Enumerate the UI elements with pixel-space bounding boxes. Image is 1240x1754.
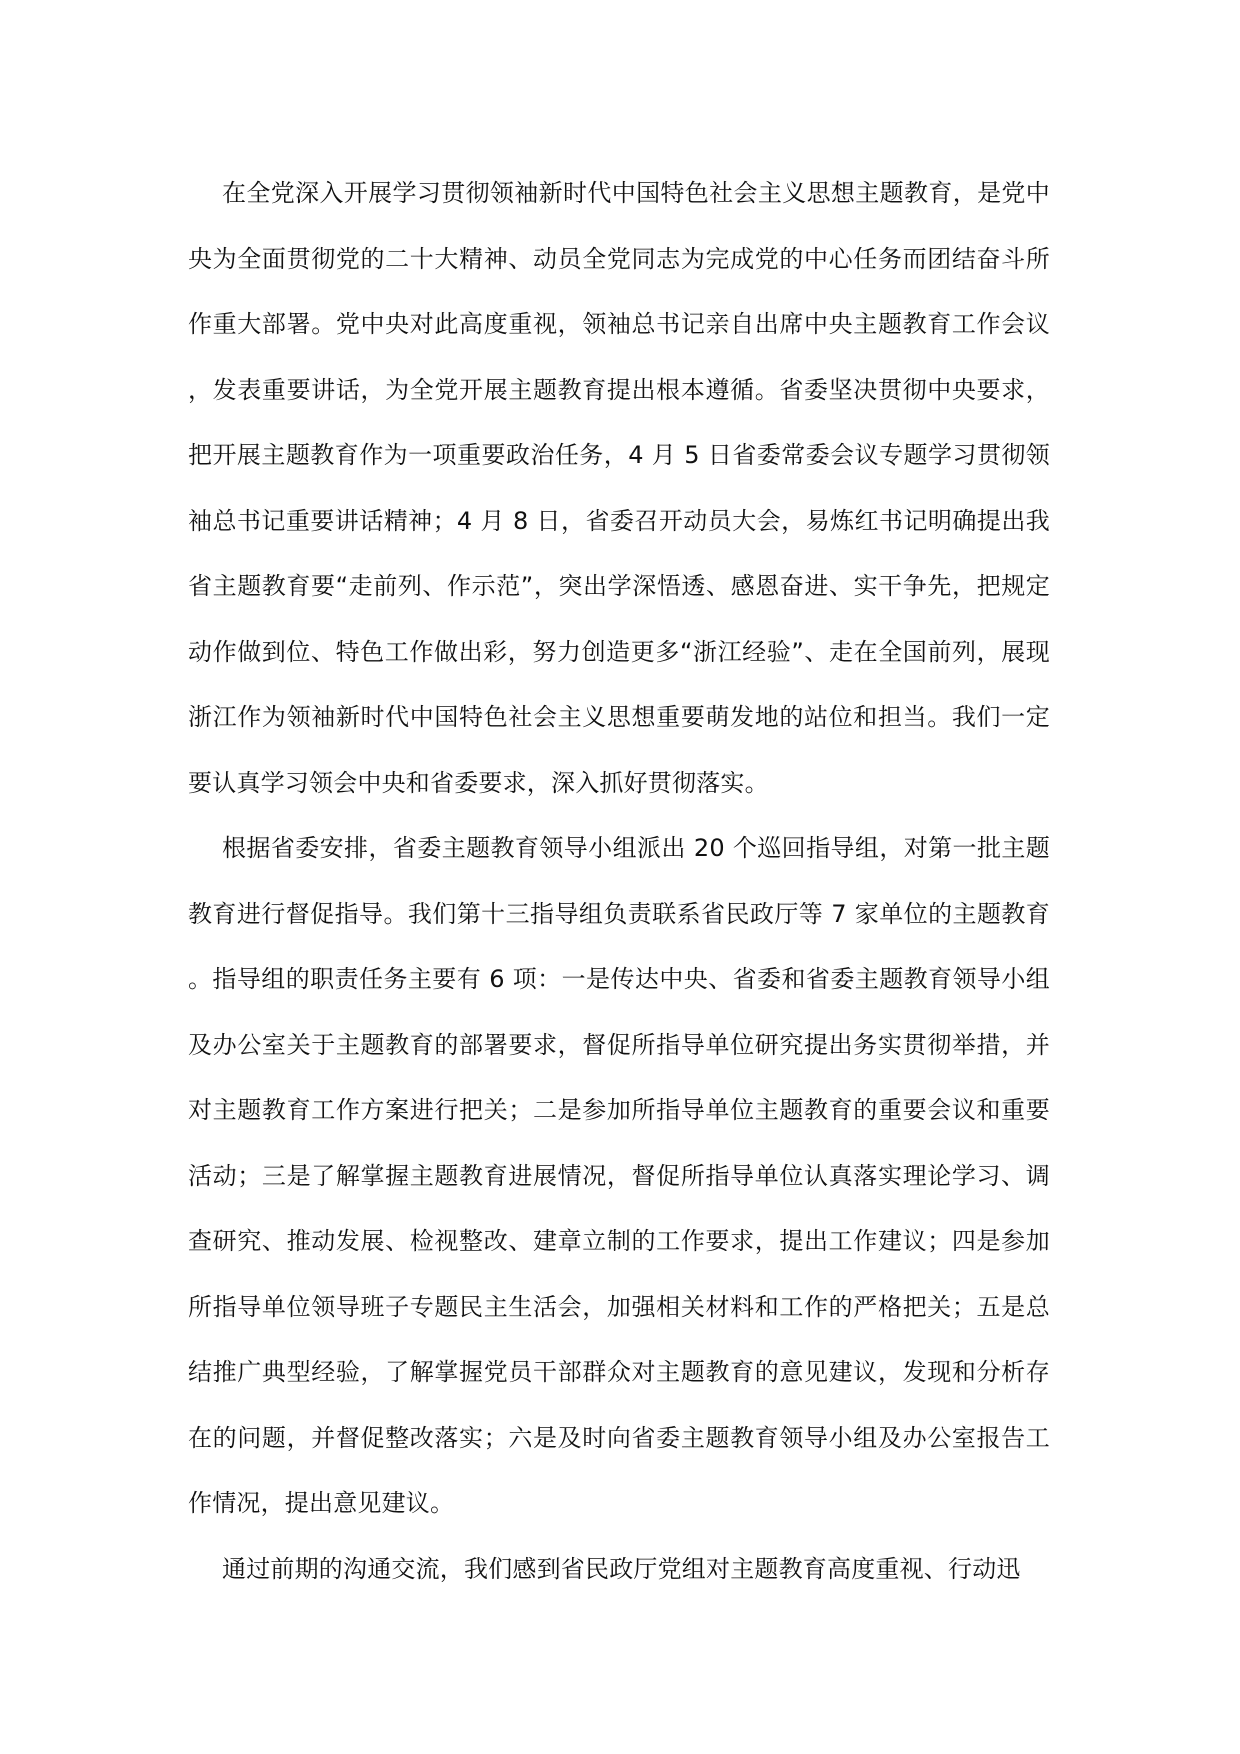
document-body	[188, 161, 1050, 1602]
paragraph-communication: 通过前期的沟通交流，我们感到省民政厅党组对主题教育高度重视、行动迅	[222, 1554, 1021, 1583]
paragraph-intro: 在全党深入开展学习贯彻领袖新时代中国特色社会主义思想主题教育，是党中央为全面贯彻党的二十大精神、动员全党同志为完成党的中心任务而团结奋斗所作重大部署。党中央对此高度重视，领袖总书记亲自出席中央主题教育工作会议，发表重要讲话，为全党开展主题教育提出根本遵循。省委坚决贯彻中央要求，把开展主题教育作为一项重要政治任务，4 月 5 日省委常委会议专题学习贯彻领袖总书记重要讲话精神；4 月 8 日，省委召开动员大会，易炼红书记明确提出我省主题教育要“走前列、作示范”，突出学深悟透、感恩奋进、实干争先，把规定动作做到位、特色工作做出彩，努力创造更多“浙江经验”、走在全国前列，展现浙江作为领袖新时代中国特色社会主义思想重要萌发地的站位和担当。我们一定要认真学习领会中央和省委要求，深入抓好贯彻落实。	[188, 179, 1050, 797]
paragraph-guidance-duties: 根据省委安排，省委主题教育领导小组派出 20 个巡回指导组，对第一批主题教育进行督促指导。我们第十三指导组负责联系省民政厅等 7 家单位的主题教育。指导组的职责任务主要有 6 项：一是传达中央、省委和省委主题教育领导小组及办公室关于主题教育的部署要求，督促所指导单位研究提出务实贯彻举措，并对主题教育工作方案进行把关；二是参加所指导单位主题教育的重要会议和重要活动；三是了解掌握主题教育进展情况，督促所指导单位认真落实理论学习、调查研究、推动发展、检视整改、建章立制的工作要求，提出工作建议；四是参加所指导单位领导班子专题民主生活会，加强相关材料和工作的严格把关；五是总结推广典型经验，了解掌握党员干部群众对主题教育的意见建议，发现和分析存在的问题，并督促整改落实；六是及时向省委主题教育领导小组及办公室报告工作情况，提出意见建议。	[188, 834, 1050, 1517]
